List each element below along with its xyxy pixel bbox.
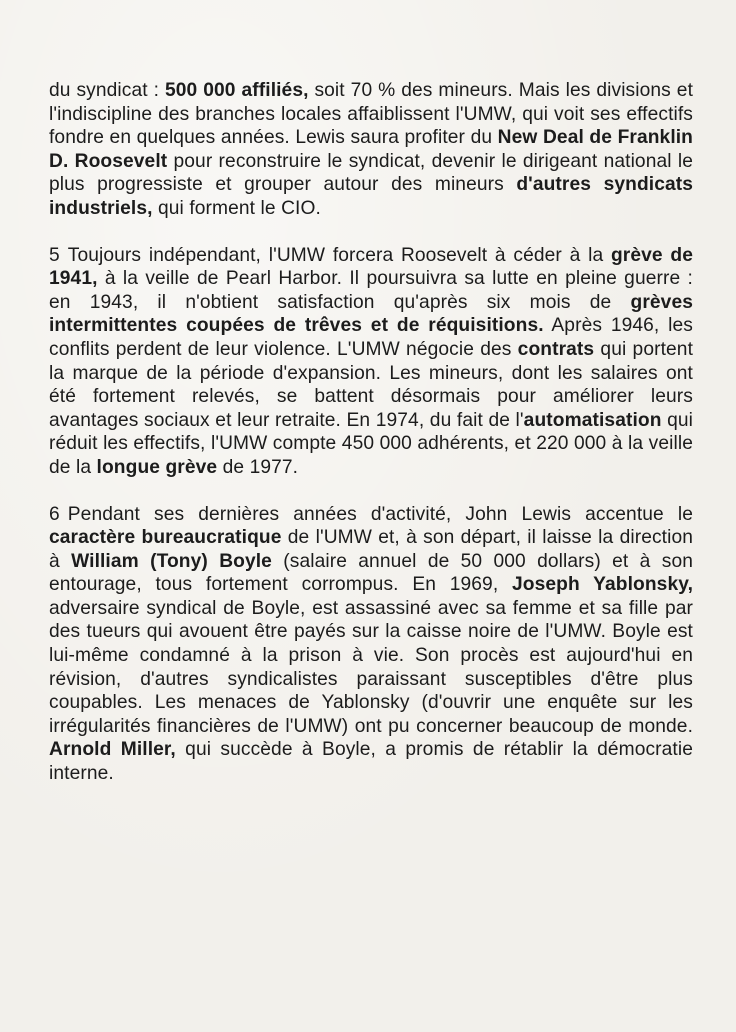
text-run: de 1977. (217, 456, 299, 478)
text-run: du syndicat : (49, 80, 165, 101)
bold-term: Arnold Miller, (49, 739, 176, 761)
text-run: qui portent la marque de la période d'expansion. Les mineurs, dont les salaires ont été fortement relevés, se battent désormais pour améliorer leurs avantages sociaux et leur retraite. En 1974, du fait de l' (49, 338, 693, 431)
text-run: à la veille de Pearl Harbor. Il poursuivra sa lutte en pleine guerre : en 1943, il n'obtient satisfaction qu'après six mois de (49, 268, 693, 313)
bold-term: contrats (517, 338, 595, 360)
text-run: qui succède à Boyle, a promis de rétablir la démocratie interne. (49, 739, 693, 785)
bold-term: grève de 1941, (49, 244, 693, 290)
text-run: qui forment le CIO. (152, 197, 321, 219)
bold-term: Joseph Yablonsky, (512, 574, 693, 596)
paragraph-number: 5 (49, 244, 60, 266)
bold-term: William (Tony) Boyle (71, 550, 272, 572)
bold-term: grèves intermittentes coupées de trêves et de réquisitions. (49, 291, 693, 337)
text-run: adversaire syndical de Boyle, est assassiné avec sa femme et sa fille par des tueurs qui avouent être payés sur la caisse noire de l'UMW. Boyle est lui-même condamné à la prison à vie. Son procès est aujourd'hui en révision, d'autres syndicalistes paraissant susceptibles d'être plus coupables. Les menaces de Yablonsky (d'ouvrir une enquête sur les irrégularités financières de l'UMW) ont pu concerner beaucoup de monde. (49, 597, 693, 737)
text-run: Pendant ses dernières années d'activité, John Lewis accentue le (67, 503, 693, 525)
bold-term: automatisation (523, 409, 662, 431)
text-run: Toujours indépendant, l'UMW forcera Roosevelt à céder à la (67, 244, 611, 266)
text-run: soit 70 % des mineurs. Mais les divisions et l'indiscipline des branches locales affaiblissent l'UMW, qui voit ses effectifs fondre en quelques années. Lewis saura profiter du (49, 80, 693, 149)
paragraph-number: 6 (49, 503, 60, 525)
bold-term: d'autres syndicats industriels, (49, 174, 693, 219)
text-run: de l'UMW et, à son départ, il laisse la direction à (49, 527, 693, 572)
paragraph-5 (49, 244, 693, 480)
bold-term: 500 000 affiliés, (165, 80, 309, 101)
text-run: Après 1946, les conflits perdent de leur violence. L'UMW négocie des (49, 315, 693, 360)
text-run: pour reconstruire le syndicat, devenir le dirigeant national le plus progressiste et grouper autour des mineurs (49, 150, 694, 196)
text-run: qui réduit les effectifs, l'UMW compte 450 000 adhérents, et 220 000 à la veille de la (49, 409, 693, 478)
text-run: (salaire annuel de 50 000 dollars) et à son entourage, tous fortement corrompus. En 1969, (49, 550, 693, 596)
bold-term: New Deal de Franklin D. Roosevelt (49, 127, 694, 172)
bold-term: longue grève (96, 456, 218, 478)
paragraph-continuation (49, 79, 693, 221)
text-column (49, 79, 693, 786)
paragraph-6 (49, 503, 693, 786)
bold-term: caractère bureaucratique (49, 527, 282, 549)
